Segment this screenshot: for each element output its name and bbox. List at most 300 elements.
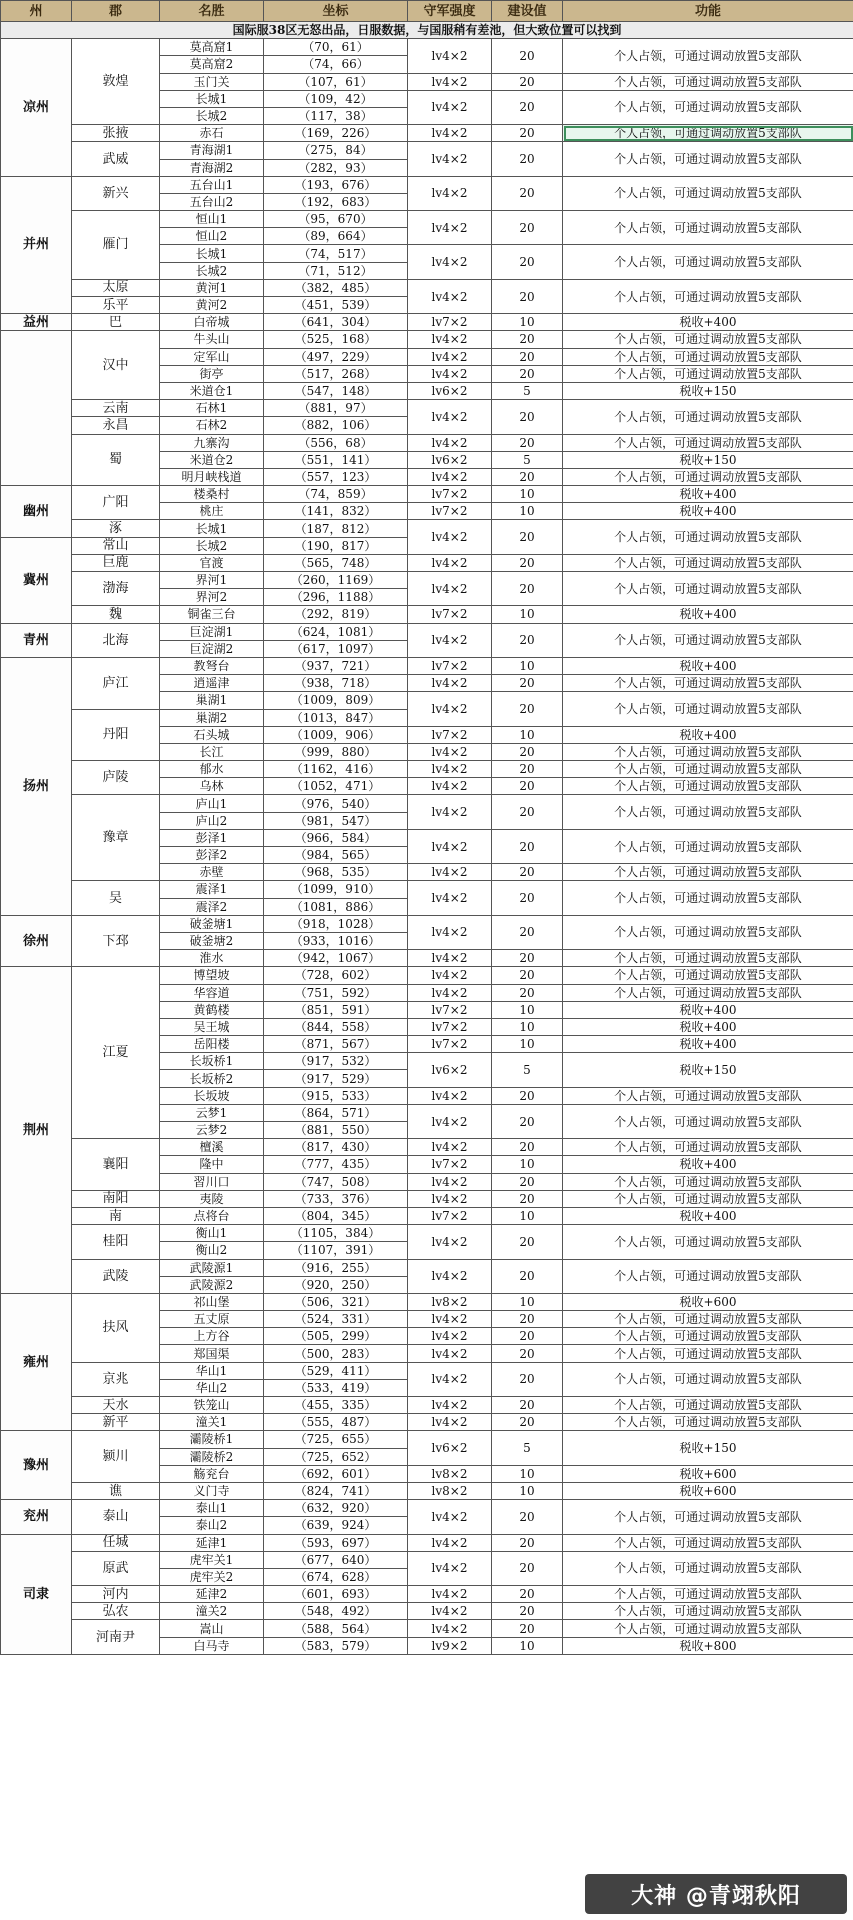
cell-zuobiao: （1009，809） <box>264 692 408 709</box>
cell-zuobiao: （505，299） <box>264 1328 408 1345</box>
table-row <box>1 795 853 812</box>
cell-mingsheng: 習川口 <box>160 1173 264 1190</box>
cell-jianshe: 5 <box>492 451 563 468</box>
cell-gongneng: 个人占领，可通过调动放置5支部队 <box>563 279 853 313</box>
cell-gongneng: 个人占领，可通过调动放置5支部队 <box>563 1104 853 1138</box>
cell-mingsheng: 逍遥津 <box>160 675 264 692</box>
table-row <box>1 1139 853 1156</box>
cell-jun: 河南尹 <box>72 1620 160 1654</box>
cell-zhou: 扬州 <box>1 657 72 915</box>
cell-mingsheng: 庐山1 <box>160 795 264 812</box>
cell-mingsheng: 夷陵 <box>160 1190 264 1207</box>
table-row <box>1 761 853 778</box>
cell-gongneng: 个人占领，可通过调动放置5支部队 <box>563 692 853 726</box>
cell-zuobiao: （641，304） <box>264 314 408 331</box>
cell-gongneng: 个人占领，可通过调动放置5支部队 <box>563 984 853 1001</box>
cell-mingsheng: 定军山 <box>160 348 264 365</box>
cell-jianshe: 5 <box>492 1431 563 1465</box>
cell-mingsheng: 延津2 <box>160 1586 264 1603</box>
cell-mingsheng: 莫高窟1 <box>160 39 264 56</box>
cell-zuobiao: （1105，384） <box>264 1225 408 1242</box>
cell-mingsheng: 青海湖1 <box>160 142 264 159</box>
cell-jianshe: 10 <box>492 1482 563 1499</box>
cell-gongneng: 税收+400 <box>563 1036 853 1053</box>
cell-zuobiao: （918，1028） <box>264 915 408 932</box>
cell-jianshe: 20 <box>492 950 563 967</box>
cell-zuobiao: （548，492） <box>264 1603 408 1620</box>
cell-mingsheng: 义门寺 <box>160 1482 264 1499</box>
cell-mingsheng: 石林1 <box>160 400 264 417</box>
cell-jianshe: 20 <box>492 829 563 863</box>
cell-mingsheng: 泰山2 <box>160 1517 264 1534</box>
cell-mingsheng: 黄河1 <box>160 279 264 296</box>
cell-jun: 颍川 <box>72 1431 160 1483</box>
table-row <box>1 572 853 589</box>
cell-zuobiao: （938，718） <box>264 675 408 692</box>
table-row <box>1 1207 853 1224</box>
cell-zhou: 并州 <box>1 176 72 314</box>
cell-mingsheng: 祁山堡 <box>160 1293 264 1310</box>
cell-gongneng: 个人占领，可通过调动放置5支部队 <box>563 795 853 829</box>
cell-jianshe: 20 <box>492 1259 563 1293</box>
cell-zuobiao: （282，93） <box>264 159 408 176</box>
cell-jun: 武陵 <box>72 1259 160 1293</box>
cell-zuobiao: （804，345） <box>264 1207 408 1224</box>
cell-shoujun: lv7×2 <box>408 503 492 520</box>
cell-zuobiao: （677，640） <box>264 1551 408 1568</box>
table-row <box>1 1431 853 1448</box>
cell-jun: 广阳 <box>72 486 160 520</box>
cell-mingsheng: 灞陵桥2 <box>160 1448 264 1465</box>
cell-mingsheng: 恒山2 <box>160 228 264 245</box>
cell-gongneng: 个人占领，可通过调动放置5支部队 <box>563 39 853 73</box>
cell-mingsheng: 玉门关 <box>160 73 264 90</box>
cell-jianshe: 20 <box>492 1397 563 1414</box>
cell-zuobiao: （169，226） <box>264 125 408 142</box>
cell-zuobiao: （192，683） <box>264 193 408 210</box>
cell-zuobiao: （497，229） <box>264 348 408 365</box>
cell-jianshe: 20 <box>492 1311 563 1328</box>
cell-gongneng: 税收+400 <box>563 606 853 623</box>
cell-jun: 泰山 <box>72 1500 160 1534</box>
cell-shoujun: lv7×2 <box>408 1036 492 1053</box>
cell-gongneng: 税收+400 <box>563 314 853 331</box>
cell-jianshe: 10 <box>492 1156 563 1173</box>
cell-shoujun: lv4×2 <box>408 1139 492 1156</box>
cell-mingsheng: 长城1 <box>160 245 264 262</box>
cell-shoujun: lv7×2 <box>408 1156 492 1173</box>
cell-zuobiao: （617，1097） <box>264 640 408 657</box>
cell-zuobiao: （506，321） <box>264 1293 408 1310</box>
cell-jianshe: 20 <box>492 675 563 692</box>
cell-jianshe: 20 <box>492 331 563 348</box>
cell-zuobiao: （1013，847） <box>264 709 408 726</box>
cell-shoujun: lv4×2 <box>408 39 492 73</box>
cell-shoujun: lv8×2 <box>408 1293 492 1310</box>
cell-gongneng: 个人占领，可通过调动放置5支部队 <box>563 864 853 881</box>
cell-gongneng: 税收+150 <box>563 1431 853 1465</box>
cell-shoujun: lv6×2 <box>408 451 492 468</box>
cell-jianshe: 20 <box>492 623 563 657</box>
cell-shoujun: lv4×2 <box>408 434 492 451</box>
cell-shoujun: lv4×2 <box>408 1534 492 1551</box>
cell-zuobiao: （583，579） <box>264 1637 408 1654</box>
cell-mingsheng: 武陵源1 <box>160 1259 264 1276</box>
cell-shoujun: lv4×2 <box>408 1190 492 1207</box>
cell-shoujun: lv4×2 <box>408 675 492 692</box>
cell-mingsheng: 巢湖1 <box>160 692 264 709</box>
cell-shoujun: lv4×2 <box>408 90 492 124</box>
cell-zuobiao: （588，564） <box>264 1620 408 1637</box>
cell-zuobiao: （917，529） <box>264 1070 408 1087</box>
cell-mingsheng: 乌林 <box>160 778 264 795</box>
cell-shoujun: lv6×2 <box>408 1431 492 1465</box>
cell-zhou: 雍州 <box>1 1293 72 1431</box>
cell-mingsheng: 虎牢关1 <box>160 1551 264 1568</box>
cell-jun: 扶风 <box>72 1293 160 1362</box>
cell-mingsheng: 嵩山 <box>160 1620 264 1637</box>
cell-shoujun: lv4×2 <box>408 1620 492 1637</box>
cell-jianshe: 20 <box>492 434 563 451</box>
cell-jianshe: 10 <box>492 657 563 674</box>
cell-jianshe: 20 <box>492 348 563 365</box>
cell-jun: 常山 <box>72 537 160 554</box>
table-row <box>1 1534 853 1551</box>
cell-zuobiao: （451，539） <box>264 297 408 314</box>
cell-mingsheng: 岳阳楼 <box>160 1036 264 1053</box>
table-row <box>1 279 853 296</box>
cell-shoujun: lv4×2 <box>408 1500 492 1534</box>
cell-mingsheng: 灞陵桥1 <box>160 1431 264 1448</box>
cell-jun: 敦煌 <box>72 39 160 125</box>
cell-zuobiao: （725，655） <box>264 1431 408 1448</box>
table-row <box>1 1259 853 1276</box>
table-row <box>1 606 853 623</box>
cell-gongneng: 个人占领，可通过调动放置5支部队 <box>563 950 853 967</box>
cell-shoujun: lv4×2 <box>408 125 492 142</box>
cell-gongneng: 个人占领，可通过调动放置5支部队 <box>563 400 853 434</box>
cell-gongneng: 个人占领，可通过调动放置5支部队 <box>563 1500 853 1534</box>
cell-mingsheng: 石林2 <box>160 417 264 434</box>
cell-mingsheng: 郁水 <box>160 761 264 778</box>
cell-gongneng: 个人占领，可通过调动放置5支部队 <box>563 434 853 451</box>
cell-zhou <box>1 331 72 486</box>
cell-shoujun: lv6×2 <box>408 1053 492 1087</box>
cell-jianshe: 20 <box>492 73 563 90</box>
cell-gongneng: 个人占领，可通过调动放置5支部队 <box>563 761 853 778</box>
cell-jianshe: 20 <box>492 1345 563 1362</box>
table-row <box>1 434 853 451</box>
cell-jianshe: 20 <box>492 572 563 606</box>
notice-row <box>1 22 853 39</box>
cell-gongneng: 税收+400 <box>563 1001 853 1018</box>
header-gongneng: 功能 <box>563 1 853 22</box>
cell-jianshe: 20 <box>492 1362 563 1396</box>
cell-jun: 谯 <box>72 1482 160 1499</box>
cell-zuobiao: （632，920） <box>264 1500 408 1517</box>
cell-mingsheng: 武陵源2 <box>160 1276 264 1293</box>
cell-shoujun: lv4×2 <box>408 881 492 915</box>
cell-shoujun: lv4×2 <box>408 400 492 434</box>
cell-jun: 巨鹿 <box>72 554 160 571</box>
cell-mingsheng: 楼桑村 <box>160 486 264 503</box>
cell-mingsheng: 华山2 <box>160 1379 264 1396</box>
cell-shoujun: lv7×2 <box>408 486 492 503</box>
cell-jianshe: 10 <box>492 1637 563 1654</box>
cell-zuobiao: （533，419） <box>264 1379 408 1396</box>
cell-jun: 渤海 <box>72 572 160 606</box>
cell-jianshe: 20 <box>492 915 563 949</box>
cell-jianshe: 10 <box>492 314 563 331</box>
cell-zuobiao: （942，1067） <box>264 950 408 967</box>
cell-gongneng: 个人占领，可通过调动放置5支部队 <box>563 1190 853 1207</box>
cell-jianshe: 20 <box>492 1586 563 1603</box>
table-row <box>1 176 853 193</box>
cell-zuobiao: （74，66） <box>264 56 408 73</box>
cell-jun: 太原 <box>72 279 160 296</box>
cell-zuobiao: （981，547） <box>264 812 408 829</box>
cell-shoujun: lv4×2 <box>408 1104 492 1138</box>
cell-jianshe: 20 <box>492 211 563 245</box>
cell-zuobiao: （1052，471） <box>264 778 408 795</box>
cell-gongneng: 个人占领，可通过调动放置5支部队 <box>563 1139 853 1156</box>
table-row <box>1 881 853 898</box>
cell-shoujun: lv7×2 <box>408 1207 492 1224</box>
cell-zuobiao: （692，601） <box>264 1465 408 1482</box>
cell-jianshe: 20 <box>492 468 563 485</box>
cell-gongneng: 税收+150 <box>563 1053 853 1087</box>
header-zuobiao: 坐标 <box>264 1 408 22</box>
cell-shoujun: lv4×2 <box>408 73 492 90</box>
cell-zuobiao: （999，880） <box>264 743 408 760</box>
cell-jianshe: 20 <box>492 1414 563 1431</box>
cell-jianshe: 20 <box>492 1603 563 1620</box>
table-row <box>1 39 853 56</box>
table-row <box>1 142 853 159</box>
cell-jun: 新平 <box>72 1414 160 1431</box>
cell-zuobiao: （95，670） <box>264 211 408 228</box>
header-jianshe: 建设值 <box>492 1 563 22</box>
cell-gongneng: 税收+400 <box>563 1207 853 1224</box>
table-row <box>1 967 853 984</box>
cell-gongneng: 个人占领，可通过调动放置5支部队 <box>563 881 853 915</box>
cell-gongneng: 个人占领，可通过调动放置5支部队 <box>563 572 853 606</box>
cell-jianshe: 5 <box>492 382 563 399</box>
cell-zuobiao: （984，565） <box>264 847 408 864</box>
cell-gongneng: 税收+800 <box>563 1637 853 1654</box>
cell-zuobiao: （517，268） <box>264 365 408 382</box>
cell-zuobiao: （639，924） <box>264 1517 408 1534</box>
cell-zuobiao: （74，517） <box>264 245 408 262</box>
cell-zuobiao: （882，106） <box>264 417 408 434</box>
cell-jun: 庐陵 <box>72 761 160 795</box>
cell-zuobiao: （881，97） <box>264 400 408 417</box>
cell-jun: 豫章 <box>72 795 160 881</box>
cell-zhou: 冀州 <box>1 537 72 623</box>
cell-jianshe: 10 <box>492 1293 563 1310</box>
cell-gongneng: 个人占领，可通过调动放置5支部队 <box>563 623 853 657</box>
cell-jianshe: 20 <box>492 176 563 210</box>
table-row <box>1 1190 853 1207</box>
cell-shoujun: lv4×2 <box>408 795 492 829</box>
cell-zhou: 兖州 <box>1 1500 72 1534</box>
cell-gongneng: 个人占领，可通过调动放置5支部队 <box>563 967 853 984</box>
cell-zuobiao: （968，535） <box>264 864 408 881</box>
cell-zuobiao: （382，485） <box>264 279 408 296</box>
cell-jun: 丹阳 <box>72 709 160 761</box>
cell-zuobiao: （193，676） <box>264 176 408 193</box>
cell-zuobiao: （1081，886） <box>264 898 408 915</box>
cell-zuobiao: （733，376） <box>264 1190 408 1207</box>
cell-jianshe: 10 <box>492 606 563 623</box>
cell-jun: 云南 <box>72 400 160 417</box>
cell-gongneng: 个人占领，可通过调动放置5支部队 <box>563 1311 853 1328</box>
watermark-logo: 大神 @青翊秋阳 <box>585 1874 847 1914</box>
cell-zhou: 幽州 <box>1 486 72 538</box>
cell-zuobiao: （455，335） <box>264 1397 408 1414</box>
cell-jianshe: 20 <box>492 967 563 984</box>
cell-shoujun: lv7×2 <box>408 1001 492 1018</box>
cell-zuobiao: （976，540） <box>264 795 408 812</box>
cell-gongneng: 个人占领，可通过调动放置5支部队 <box>563 1620 853 1637</box>
cell-zhou: 徐州 <box>1 915 72 967</box>
cell-jianshe: 20 <box>492 1620 563 1637</box>
cell-zuobiao: （920，250） <box>264 1276 408 1293</box>
cell-shoujun: lv4×2 <box>408 1586 492 1603</box>
cell-shoujun: lv4×2 <box>408 572 492 606</box>
cell-gongneng: 个人占领，可通过调动放置5支部队 <box>563 1362 853 1396</box>
cell-gongneng: 税收+400 <box>563 1018 853 1035</box>
cell-zuobiao: （117，38） <box>264 107 408 124</box>
cell-zuobiao: （141，832） <box>264 503 408 520</box>
cell-shoujun: lv4×2 <box>408 1414 492 1431</box>
cell-zuobiao: （624，1081） <box>264 623 408 640</box>
cell-zuobiao: （74，859） <box>264 486 408 503</box>
table-row <box>1 1586 853 1603</box>
cell-jianshe: 20 <box>492 400 563 434</box>
cell-jianshe: 10 <box>492 726 563 743</box>
cell-shoujun: lv4×2 <box>408 692 492 726</box>
cell-shoujun: lv4×2 <box>408 1551 492 1585</box>
cell-mingsheng: 石头城 <box>160 726 264 743</box>
cell-gongneng: 税收+600 <box>563 1293 853 1310</box>
cell-jun: 下邳 <box>72 915 160 967</box>
cell-gongneng: 个人占领，可通过调动放置5支部队 <box>563 125 853 142</box>
cell-shoujun: lv4×2 <box>408 967 492 984</box>
cell-gongneng: 税收+400 <box>563 486 853 503</box>
cell-zuobiao: （70，61） <box>264 39 408 56</box>
cell-shoujun: lv4×2 <box>408 1259 492 1293</box>
cell-shoujun: lv4×2 <box>408 950 492 967</box>
cell-shoujun: lv6×2 <box>408 382 492 399</box>
cell-jianshe: 20 <box>492 864 563 881</box>
cell-gongneng: 个人占领，可通过调动放置5支部队 <box>563 1345 853 1362</box>
cell-jianshe: 20 <box>492 1225 563 1259</box>
table-row <box>1 520 853 537</box>
cell-mingsheng: 云梦2 <box>160 1122 264 1139</box>
cell-jianshe: 20 <box>492 881 563 915</box>
cell-jun: 雁门 <box>72 211 160 280</box>
cell-shoujun: lv4×2 <box>408 176 492 210</box>
cell-gongneng: 个人占领，可通过调动放置5支部队 <box>563 142 853 176</box>
cell-jianshe: 20 <box>492 692 563 726</box>
cell-jianshe: 20 <box>492 1190 563 1207</box>
cell-zuobiao: （725，652） <box>264 1448 408 1465</box>
cell-zuobiao: （275，84） <box>264 142 408 159</box>
table-row <box>1 400 853 417</box>
cell-mingsheng: 黄鹤楼 <box>160 1001 264 1018</box>
cell-jun: 京兆 <box>72 1362 160 1396</box>
cell-jianshe: 20 <box>492 142 563 176</box>
cell-jianshe: 20 <box>492 795 563 829</box>
cell-zuobiao: （937，721） <box>264 657 408 674</box>
cell-shoujun: lv7×2 <box>408 606 492 623</box>
cell-gongneng: 个人占领，可通过调动放置5支部队 <box>563 468 853 485</box>
cell-gongneng: 个人占领，可通过调动放置5支部队 <box>563 778 853 795</box>
cell-shoujun: lv4×2 <box>408 245 492 279</box>
cell-shoujun: lv4×2 <box>408 864 492 881</box>
cell-jianshe: 10 <box>492 1018 563 1035</box>
cell-mingsheng: 白帝城 <box>160 314 264 331</box>
cell-shoujun: lv4×2 <box>408 279 492 313</box>
cell-jun: 吴 <box>72 881 160 915</box>
cell-gongneng: 个人占领，可通过调动放置5支部队 <box>563 915 853 949</box>
cell-zuobiao: （751，592） <box>264 984 408 1001</box>
cell-mingsheng: 长城1 <box>160 90 264 107</box>
cell-zuobiao: （107，61） <box>264 73 408 90</box>
cell-shoujun: lv7×2 <box>408 1018 492 1035</box>
cell-jianshe: 20 <box>492 520 563 554</box>
cell-shoujun: lv4×2 <box>408 743 492 760</box>
cell-jianshe: 20 <box>492 365 563 382</box>
cell-gongneng: 个人占领，可通过调动放置5支部队 <box>563 331 853 348</box>
cell-zuobiao: （824，741） <box>264 1482 408 1499</box>
cell-shoujun: lv4×2 <box>408 761 492 778</box>
table-row <box>1 1620 853 1637</box>
cell-shoujun: lv4×2 <box>408 1603 492 1620</box>
cell-jun: 任城 <box>72 1534 160 1551</box>
cell-mingsheng: 白马寺 <box>160 1637 264 1654</box>
cell-jianshe: 20 <box>492 1173 563 1190</box>
cell-shoujun: lv4×2 <box>408 554 492 571</box>
cell-shoujun: lv4×2 <box>408 778 492 795</box>
cell-zuobiao: （565，748） <box>264 554 408 571</box>
cell-shoujun: lv4×2 <box>408 623 492 657</box>
cell-zuobiao: （292，819） <box>264 606 408 623</box>
cell-shoujun: lv4×2 <box>408 365 492 382</box>
cell-mingsheng: 五台山2 <box>160 193 264 210</box>
cell-jun: 南 <box>72 1207 160 1224</box>
cell-jianshe: 10 <box>492 1207 563 1224</box>
table-row <box>1 125 853 142</box>
cell-zhou: 青州 <box>1 623 72 657</box>
cell-zhou: 司隶 <box>1 1534 72 1654</box>
cell-jun: 天水 <box>72 1397 160 1414</box>
cell-mingsheng: 博望坡 <box>160 967 264 984</box>
cell-zuobiao: （747，508） <box>264 1173 408 1190</box>
cell-gongneng: 个人占领，可通过调动放置5支部队 <box>563 1534 853 1551</box>
cell-jianshe: 20 <box>492 1139 563 1156</box>
cell-zuobiao: （555，487） <box>264 1414 408 1431</box>
cell-zuobiao: （525，168） <box>264 331 408 348</box>
cell-gongneng: 个人占领，可通过调动放置5支部队 <box>563 675 853 692</box>
cell-mingsheng: 檀溪 <box>160 1139 264 1156</box>
table-row <box>1 657 853 674</box>
table-row <box>1 331 853 348</box>
cell-shoujun: lv4×2 <box>408 1087 492 1104</box>
table-row <box>1 623 853 640</box>
cell-mingsheng: 长坂桥1 <box>160 1053 264 1070</box>
